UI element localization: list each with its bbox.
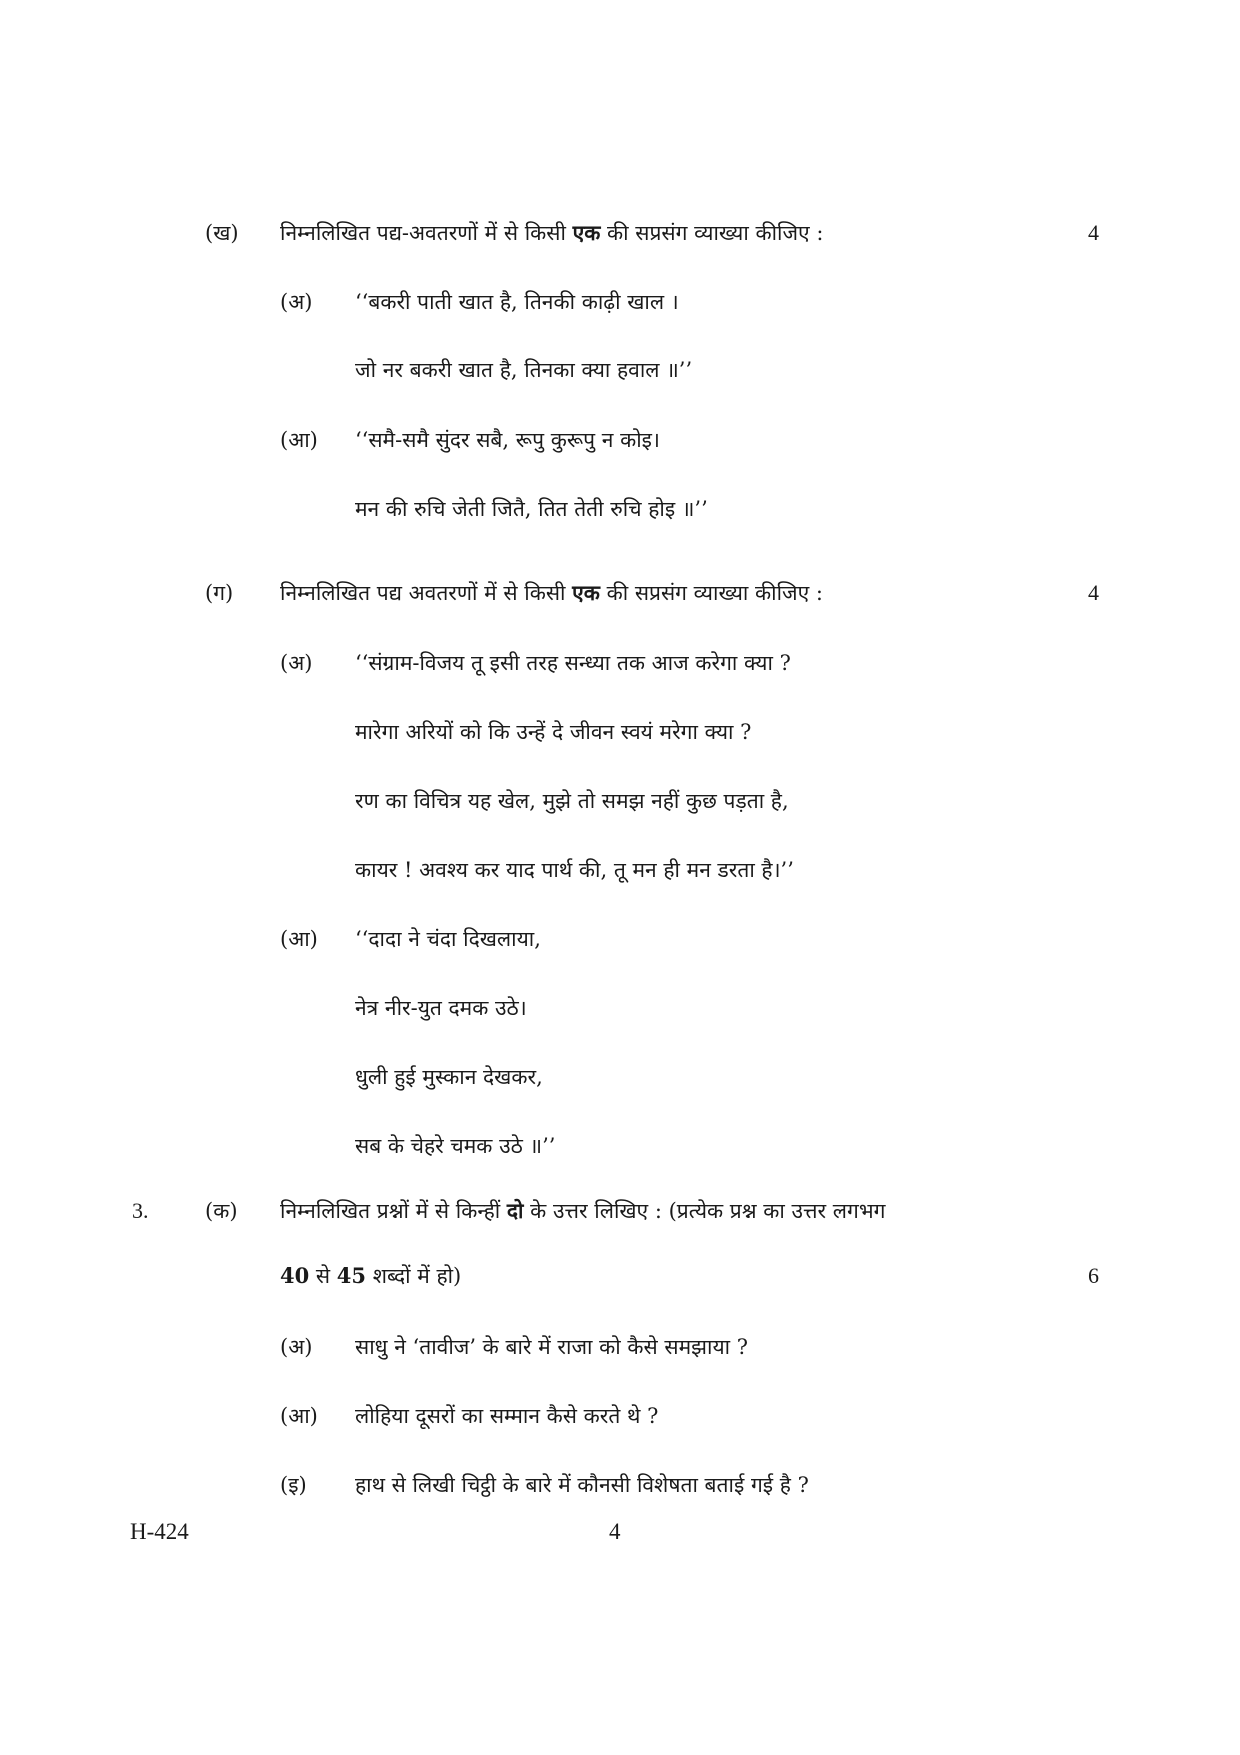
instruction-emphasis: दो [506,1198,524,1223]
section-label: (ग) [205,581,234,605]
verse-item [0,988,1240,1028]
verse-line: मन की रुचि जेती जितै, तित तेती रुचि होइ ॥’’ [355,497,708,521]
verse-line: कायर ! अवश्य कर याद पार्थ की, तू मन ही मन डरता है।’’ [355,858,794,882]
section-ga-heading [0,573,1240,613]
question-3-heading-cont [0,1256,1240,1296]
item-label: (अ) [280,1335,313,1359]
section-instruction [280,213,823,253]
section-kha-heading [0,213,1240,253]
verse-line: नेत्र नीर-युत दमक उठे। [355,996,527,1020]
item-label: (आ) [280,927,318,951]
question-item [0,1327,1240,1367]
item-label: (अ) [280,290,313,314]
verse-line: जो नर बकरी खात है, तिनका क्या हवाल ॥’’ [355,358,693,382]
instruction-text: से [309,1264,337,1288]
section-instruction [280,573,823,613]
instruction-text: शब्दों में हो) [366,1264,462,1288]
verse-item [0,850,1240,890]
question-text: साधु ने ‘तावीज’ के बारे में राजा को कैसे समझाया ? [355,1335,749,1359]
verse-item [0,643,1240,683]
instruction-text: की सप्रसंग व्याख्या कीजिए : [600,221,824,245]
verse-item [0,489,1240,529]
instruction-text: निम्नलिखित प्रश्नों में से किन्हीं [280,1199,507,1223]
verse-line: सब के चेहरे चमक उठे ॥’’ [355,1134,556,1158]
verse-line: ‘‘दादा ने चंदा दिखलाया, [355,927,541,951]
item-label: (आ) [280,428,318,452]
section-label: (ख) [205,221,239,245]
paper-code: H-424 [130,1519,189,1544]
instruction-text: निम्नलिखित पद्य अवतरणों में से किसी [280,581,573,605]
instruction-text: निम्नलिखित पद्य-अवतरणों में से किसी [280,221,573,245]
marks: 4 [1088,580,1099,605]
verse-line: ‘‘संग्राम-विजय तू इसी तरह सन्ध्या तक आज करेगा क्या ? [355,651,791,675]
instruction-emphasis: 45 [336,1263,367,1288]
instruction-text: के उत्तर लिखिए : (प्रत्येक प्रश्न का उत्तर लगभग [523,1199,886,1223]
section-instruction [280,1191,885,1231]
item-label: (अ) [280,651,313,675]
verse-item [0,420,1240,460]
verse-item [0,919,1240,959]
instruction-emphasis: एक [572,220,601,245]
marks: 6 [1088,1263,1099,1288]
verse-item [0,1057,1240,1097]
instruction-emphasis: 40 [280,1263,310,1288]
verse-item [0,1126,1240,1166]
verse-item [0,712,1240,752]
question-number: 3. [132,1198,149,1223]
verse-item [0,282,1240,322]
item-label: (इ) [280,1473,307,1497]
verse-line: ‘‘बकरी पाती खात है, तिनकी काढ़ी खाल । [355,290,679,314]
item-label: (आ) [280,1404,318,1428]
question-3-heading [0,1191,1240,1231]
page-number: 4 [609,1519,621,1544]
verse-line: धुली हुई मुस्कान देखकर, [355,1065,543,1089]
verse-line: रण का विचित्र यह खेल, मुझे तो समझ नहीं कुछ पड़ता है, [355,789,789,813]
question-item [0,1396,1240,1436]
instruction-emphasis: एक [572,580,600,605]
question-text: हाथ से लिखी चिट्ठी के बारे में कौनसी विशेषता बताई गई है ? [355,1473,809,1497]
verse-item [0,781,1240,821]
question-item [0,1465,1240,1505]
section-instruction [280,1256,461,1296]
question-text: लोहिया दूसरों का सम्मान कैसे करते थे ? [355,1404,659,1428]
verse-item [0,350,1240,390]
marks: 4 [1088,220,1099,245]
verse-line: मारेगा अरियों को कि उन्हें दे जीवन स्वयं मरेगा क्या ? [355,720,752,744]
section-label: (क) [205,1199,238,1223]
instruction-text: की सप्रसंग व्याख्या कीजिए : [599,581,823,605]
verse-line: ‘‘समै-समै सुंदर सबै, रूपु कुरूपु न कोइ। [355,428,660,452]
